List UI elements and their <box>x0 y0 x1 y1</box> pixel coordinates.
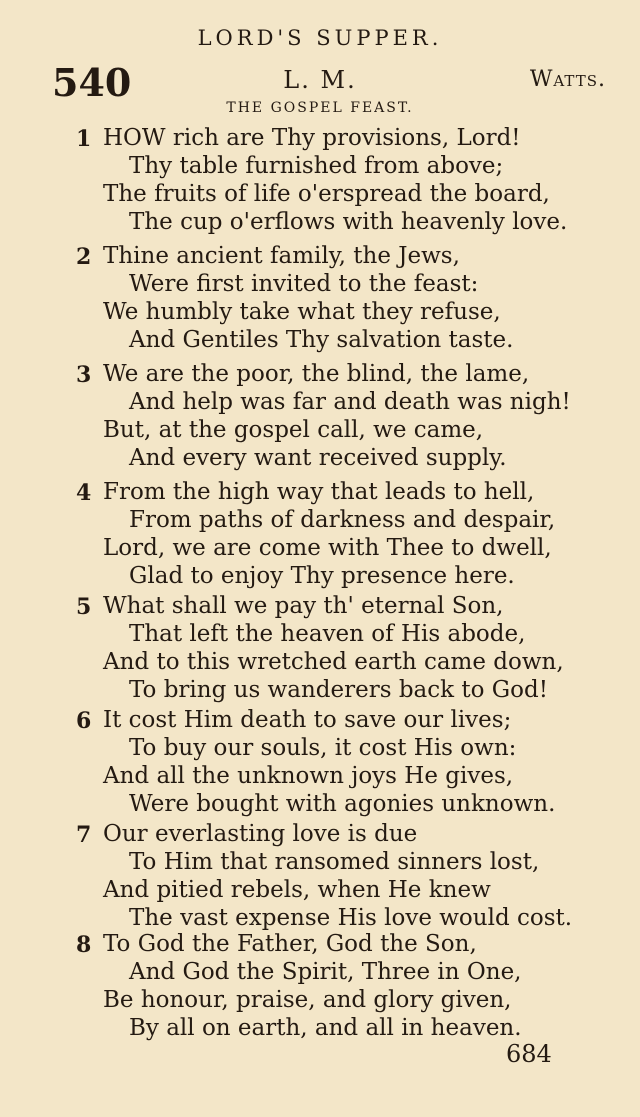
verse-number: 5 <box>76 594 92 620</box>
verse-line: That left the heaven of His abode, <box>129 621 526 647</box>
verse-line: Thy table furnished from above; <box>129 153 504 179</box>
verse-line: From paths of darkness and despair, <box>129 507 556 533</box>
verse-number: 3 <box>76 362 92 388</box>
verse-line: To bring us wanderers back to God! <box>129 677 548 703</box>
verse-line: And pitied rebels, when He knew <box>103 877 491 903</box>
hymn-author: Watts. <box>529 67 606 92</box>
verse-line: Thine ancient family, the Jews, <box>103 243 460 269</box>
running-head: LORD'S SUPPER. <box>197 26 443 50</box>
verse-line: It cost Him death to save our lives; <box>103 707 512 733</box>
verse-line: By all on earth, and all in heaven. <box>129 1015 522 1041</box>
verse-line: Were first invited to the feast: <box>129 271 479 297</box>
verse-line: Be honour, praise, and glory given, <box>103 987 512 1013</box>
hymn-title: THE GOSPEL FEAST. <box>226 100 414 116</box>
verse-line: To buy our souls, it cost His own: <box>129 735 517 761</box>
verse-line: The cup o'erflows with heavenly love. <box>129 209 568 235</box>
verse-number: 2 <box>76 244 92 270</box>
verse-number: 7 <box>76 822 92 848</box>
page-number: 684 <box>506 1040 552 1068</box>
verse-line: What shall we pay th' eternal Son, <box>103 593 504 619</box>
verse-line: Were bought with agonies unknown. <box>129 791 556 817</box>
verse-line: HOW rich are Thy provisions, Lord! <box>103 125 521 151</box>
verse-number: 1 <box>76 126 92 152</box>
hymn-number: 540 <box>52 60 132 105</box>
verse-number: 6 <box>76 708 92 734</box>
verse-line: From the high way that leads to hell, <box>103 479 535 505</box>
verse-line: To God the Father, God the Son, <box>103 931 477 957</box>
verse-line: The vast expense His love would cost. <box>129 905 573 931</box>
verse-number: 8 <box>76 932 92 958</box>
verse-number: 4 <box>76 480 92 506</box>
verse-line: And all the unknown joys He gives, <box>103 763 514 789</box>
verse-line: We are the poor, the blind, the lame, <box>103 361 530 387</box>
verse-line: But, at the gospel call, we came, <box>103 417 484 443</box>
verse-line: To Him that ransomed sinners lost, <box>129 849 540 875</box>
verse-line: And Gentiles Thy salvation taste. <box>129 327 514 353</box>
verse-line: Glad to enjoy Thy presence here. <box>129 563 515 589</box>
verse-line: And God the Spirit, Three in One, <box>129 959 522 985</box>
verse-line: We humbly take what they refuse, <box>103 299 501 325</box>
verse-line: Our everlasting love is due <box>103 821 418 847</box>
verse-line: Lord, we are come with Thee to dwell, <box>103 535 552 561</box>
verse-line: And help was far and death was nigh! <box>129 389 571 415</box>
hymn-meter: L. M. <box>283 66 357 94</box>
verse-line: The fruits of life o'erspread the board, <box>103 181 550 207</box>
verse-line: And every want received supply. <box>129 445 507 471</box>
verse-line: And to this wretched earth came down, <box>103 649 564 675</box>
